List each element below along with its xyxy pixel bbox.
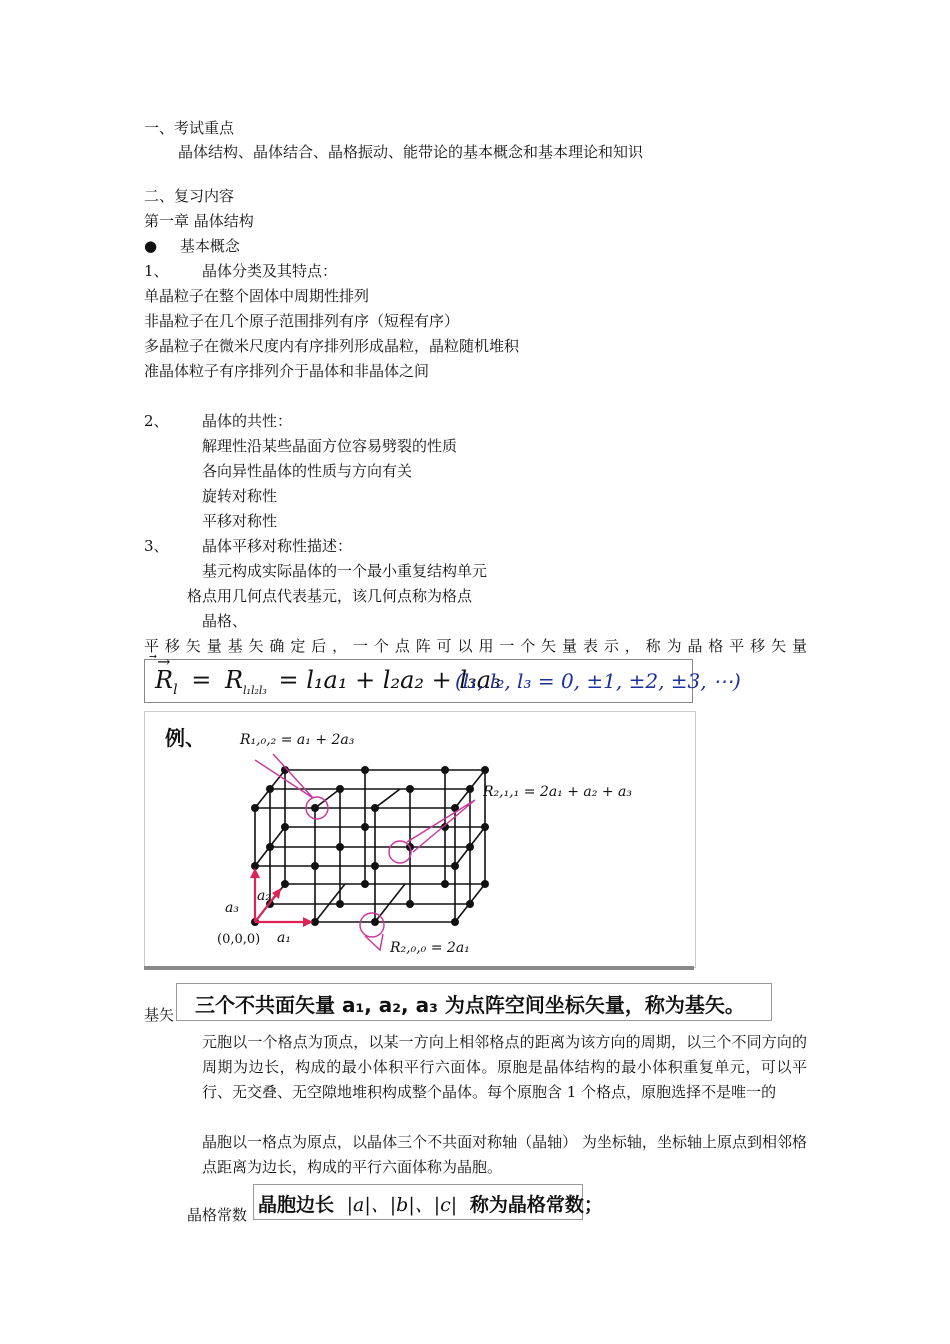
lattice-constant-prefix: 晶格常数 (187, 1206, 248, 1224)
exam-focus-body: 晶体结构、晶体结合、晶格振动、能带论的基本概念和基本理论和知识 (178, 143, 644, 161)
item1-line-3: 多晶粒子在微米尺度内有序排列形成晶粒，晶粒随机堆积 (144, 337, 520, 355)
formula-condition: (l₁, l₂, l₃ = 0, ±1, ±2, ±3, ⋯) (455, 669, 741, 693)
item2-line-3: 旋转对称性 (202, 487, 278, 505)
formula-eq: = (191, 666, 212, 694)
formula-mid: R (224, 666, 244, 694)
lattice-constant-right: 称为晶格常数； (469, 1194, 603, 1216)
item1-title: 晶体分类及其特点： (202, 262, 338, 280)
item3-line-1: 基元构成实际晶体的一个最小重复结构单元 (202, 562, 488, 580)
bullet-basic-concepts (144, 236, 240, 256)
basis-a1-label: a₁ (277, 930, 291, 946)
section-title-review: 二、复习内容 (144, 187, 235, 205)
vector-arrow-icon: ⃗→ (157, 652, 171, 671)
item2-line-4: 平移对称性 (202, 512, 278, 530)
vector-r102-label: R₁,₀,₂ = a₁ + 2a₃ (240, 732, 355, 748)
item2-number: 2、 (144, 412, 169, 430)
item3-line-2: 格点用几何点代表基元，该几何点称为格点 (187, 587, 473, 605)
item2-title: 晶体的共性： (202, 412, 293, 430)
lattice-example-figure (144, 711, 696, 968)
basis-a2-label: a₂ (257, 888, 271, 904)
unit-cell-paragraph: 晶胞以一格点为原点，以晶体三个不共面对称轴（晶轴） 为坐标轴，坐标轴上原点到相邻格点距离为边长，构成的平行六面体称为晶胞。 (202, 1133, 807, 1176)
item1-number: 1、 (144, 262, 169, 280)
basis-a3-label: a₃ (225, 900, 239, 916)
example-label: 例、 (165, 726, 205, 750)
basis-prefix: 基矢 (144, 1006, 175, 1024)
formula-lhs-sub: l (173, 681, 178, 698)
item3-line-3: 晶格、 (202, 612, 248, 630)
bullet-icon: ● (144, 237, 158, 255)
basis-definition-text: 三个不共面矢量 a₁, a₂, a₃ 为点阵空间坐标矢量，称为基矢。 (195, 993, 745, 1017)
lattice-constant-vectors: |a|、|b|、|c| (346, 1194, 458, 1216)
origin-label: (0,0,0) (217, 932, 261, 947)
figure-bottom-border (144, 966, 694, 970)
item1-line-4: 准晶体粒子有序排列介于晶体和非晶体之间 (144, 362, 430, 380)
formula-lhs: R (155, 666, 174, 694)
item1-line-1: 单晶粒子在整个固体中周期性排列 (144, 287, 370, 305)
lattice-diagram (145, 712, 695, 967)
formula-rhs: = l₁a₁ + l₂a₂ + l₃a₃ (278, 666, 501, 694)
primitive-cell-paragraph: 元胞以一个格点为顶点，以某一方向上相邻格点的距离为该方向的周期，以三个不同方向的周期为边长，构成的最小体积平行六面体。原胞是晶体结构的最小体积重复单元，可以平行、无交叠、无空隙地堆积构成整个晶体。每个原胞含 1 个格点，原胞选择不是唯一的 (202, 1033, 807, 1101)
translation-vector-line: 平移矢量基矢确定后，一个点阵可以用一个矢量表示，称为晶格平移矢量 (144, 637, 807, 655)
item2-line-1: 解理性沿某些晶面方位容易劈裂的性质 (202, 437, 458, 455)
vector-r200-label: R₂,₀,₀ = 2a₁ (390, 940, 470, 956)
chapter-title: 第一章 晶体结构 (144, 212, 254, 230)
item1-line-2: 非晶粒子在几个原子范围排列有序（短程有序） (144, 312, 460, 330)
formula-mid-sub: l₁l₂l₃ (243, 683, 267, 697)
item3-number: 3、 (144, 537, 169, 555)
item3-title: 晶体平移对称性描述： (202, 537, 353, 555)
basis-definition-banner (176, 983, 772, 1021)
translation-vector-formula (144, 652, 741, 703)
item2-line-2: 各向异性晶体的性质与方向有关 (202, 462, 413, 480)
section-title-exam-focus: 一、考试重点 (144, 119, 235, 137)
lattice-constant-left: 晶胞边长 (258, 1194, 335, 1216)
vector-r211-label: R₂,₁,₁ = 2a₁ + a₂ + a₃ (483, 784, 632, 800)
lattice-constant-banner (253, 1184, 603, 1220)
bullet-label: 基本概念 (179, 237, 240, 255)
